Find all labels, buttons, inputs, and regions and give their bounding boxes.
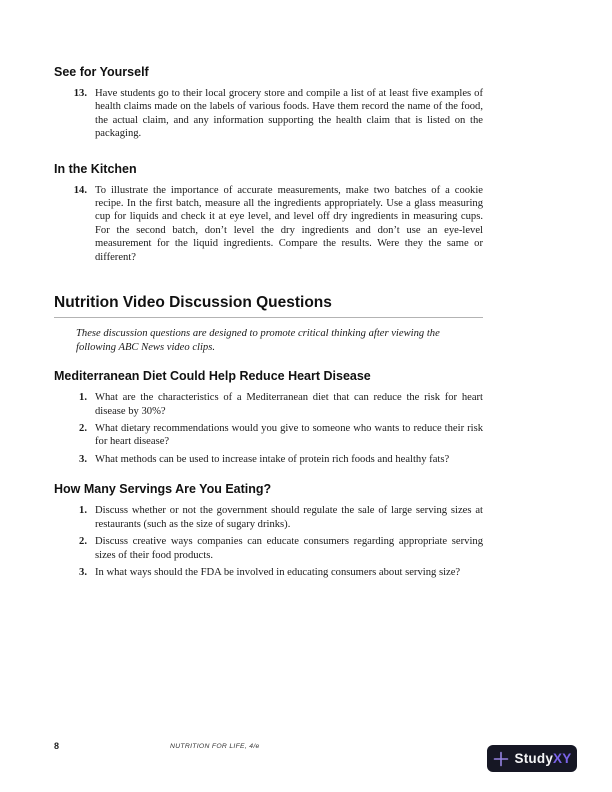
numbered-list	[54, 87, 483, 141]
numbered-list	[54, 504, 483, 579]
page-content	[54, 65, 483, 583]
logo-xy-text: XY	[553, 751, 572, 766]
list-item-text: Discuss creative ways companies can educate consumers regarding appropriate serving sizes of their food products.	[95, 536, 483, 561]
list-item	[54, 391, 483, 418]
list-item-text: What dietary recommendations would you give to someone who wants to reduce their risk for heart disease?	[95, 423, 483, 448]
section-in-the-kitchen	[54, 162, 483, 264]
list-item	[54, 422, 483, 449]
studyxy-logo-badge	[487, 745, 577, 772]
list-item-number: 2.	[79, 536, 87, 548]
list-item-text: What are the characteristics of a Mediterranean diet that can reduce the risk for heart disease by 30%?	[95, 392, 483, 417]
section-mediterranean-diet	[54, 369, 483, 466]
section-how-many-servings	[54, 482, 483, 579]
plus-icon	[493, 751, 509, 767]
list-item-number: 1.	[79, 505, 87, 517]
list-item	[54, 184, 483, 264]
list-item-number: 3.	[79, 453, 87, 465]
list-item-text: In what ways should the FDA be involved in educating consumers about serving size?	[95, 566, 461, 578]
footer-book-title: NUTRITION FOR LIFE, 4/e	[170, 743, 260, 750]
list-item	[54, 87, 483, 141]
intro-italic-text: These discussion questions are designed to promote critical thinking after viewing the following ABC News video clips.	[76, 328, 440, 353]
section-heading: How Many Servings Are You Eating?	[54, 482, 272, 497]
logo-study-text: Study	[514, 751, 554, 766]
list-item-text: What methods can be used to increase intake of protein rich foods and healthy fats?	[95, 453, 450, 465]
list-item-number: 1.	[79, 392, 87, 404]
list-item	[54, 566, 483, 579]
list-item	[54, 535, 483, 562]
list-item	[54, 504, 483, 531]
section-heading: See for Yourself	[54, 65, 149, 79]
list-item	[54, 453, 483, 466]
list-item-text: To illustrate the importance of accurate measurements, make two batches of a cookie recipe. In the first batch, measure all the ingredients appropriately. Use a glass measuring cup for liquids and check it at eye level, and level off dry ingredients in measuring cups. For the second batch, don’t level the dry ingredients and don’t use an eye-level measurement for the liquid ingredients. Compare the results. Were they the same or different?	[95, 184, 483, 263]
footer-page-number: 8	[54, 741, 60, 751]
list-item-text: Have students go to their local grocery store and compile a list of at least five examples of health claims made on the labels of various foods. Have them record the name of the food, the actual claim, and any information supporting the health claim that is listed on the packaging.	[95, 88, 483, 140]
list-item-number: 3.	[79, 566, 87, 578]
section-heading: Mediterranean Diet Could Help Reduce Heart Disease	[54, 369, 371, 384]
list-item-number: 14.	[73, 184, 87, 196]
list-item-text: Discuss whether or not the government should regulate the sale of large serving sizes at restaurants (such as the size of sugary drinks).	[95, 505, 483, 530]
numbered-list	[54, 184, 483, 264]
section-heading: In the Kitchen	[54, 161, 137, 176]
section-see-for-yourself	[54, 65, 483, 141]
section-video-discussion	[54, 293, 483, 354]
numbered-list	[54, 391, 483, 466]
list-item-number: 2.	[79, 423, 87, 435]
logo-text	[515, 751, 572, 766]
major-heading: Nutrition Video Discussion Questions	[54, 293, 483, 318]
list-item-number: 13.	[73, 88, 87, 99]
